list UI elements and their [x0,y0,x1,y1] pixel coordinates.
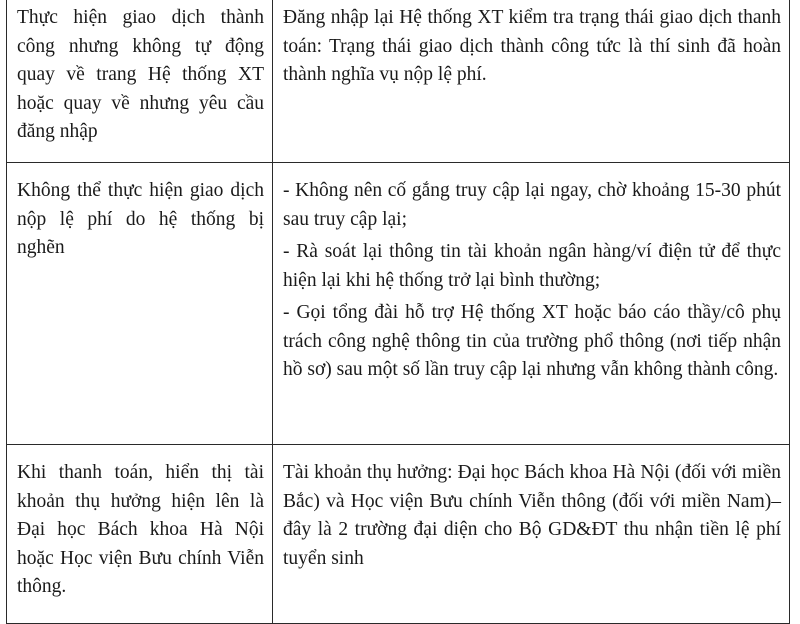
issue-cell [7,0,273,163]
solution-bullet: - Gọi tổng đài hỗ trợ Hệ thống XT hoặc báo cáo thầy/cô phụ trách công nghệ thông tin của trường phổ thông (nơi tiếp nhận hồ sơ) sau một số lần truy cập lại nhưng vẫn không thành công. [283,302,781,380]
solution-cell [273,163,790,445]
solution-cell [273,0,790,163]
solution-bullet: - Rà soát lại thông tin tài khoản ngân hàng/ví điện tử để thực hiện lại khi hệ thống trở lại bình thường; [283,241,781,291]
issue-text: Thực hiện giao dịch thành công nhưng không tự động quay về trang Hệ thống XT hoặc quay về nhưng yêu cầu đăng nhập [17,7,264,142]
issue-cell [7,163,273,445]
issue-text: Khi thanh toán, hiển thị tài khoản thụ hưởng hiện lên là Đại học Bách khoa Hà Nội hoặc Học viện Bưu chính Viễn thông. [17,462,264,597]
table-row [7,445,790,624]
table-row [7,0,790,163]
solution-bullet: - Không nên cố gắng truy cập lại ngay, chờ khoảng 15-30 phút sau truy cập lại; [283,180,781,230]
solution-cell [273,445,790,624]
troubleshooting-table [6,0,790,624]
solution-text: Đăng nhập lại Hệ thống XT kiểm tra trạng thái giao dịch thanh toán: Trạng thái giao dịch thành công tức là thí sinh đã hoàn thành nghĩa vụ nộp lệ phí. [283,7,781,85]
solution-text: Tài khoản thụ hưởng: Đại học Bách khoa Hà Nội (đối với miền Bắc) và Học viện Bưu chính Viễn thông (đối với miền Nam)– đây là 2 trường đại diện cho Bộ GD&ĐT thu nhận tiền lệ phí tuyển sinh [283,462,781,569]
issue-cell [7,445,273,624]
table-row [7,163,790,445]
issue-text: Không thể thực hiện giao dịch nộp lệ phí do hệ thống bị nghẽn [17,180,264,258]
